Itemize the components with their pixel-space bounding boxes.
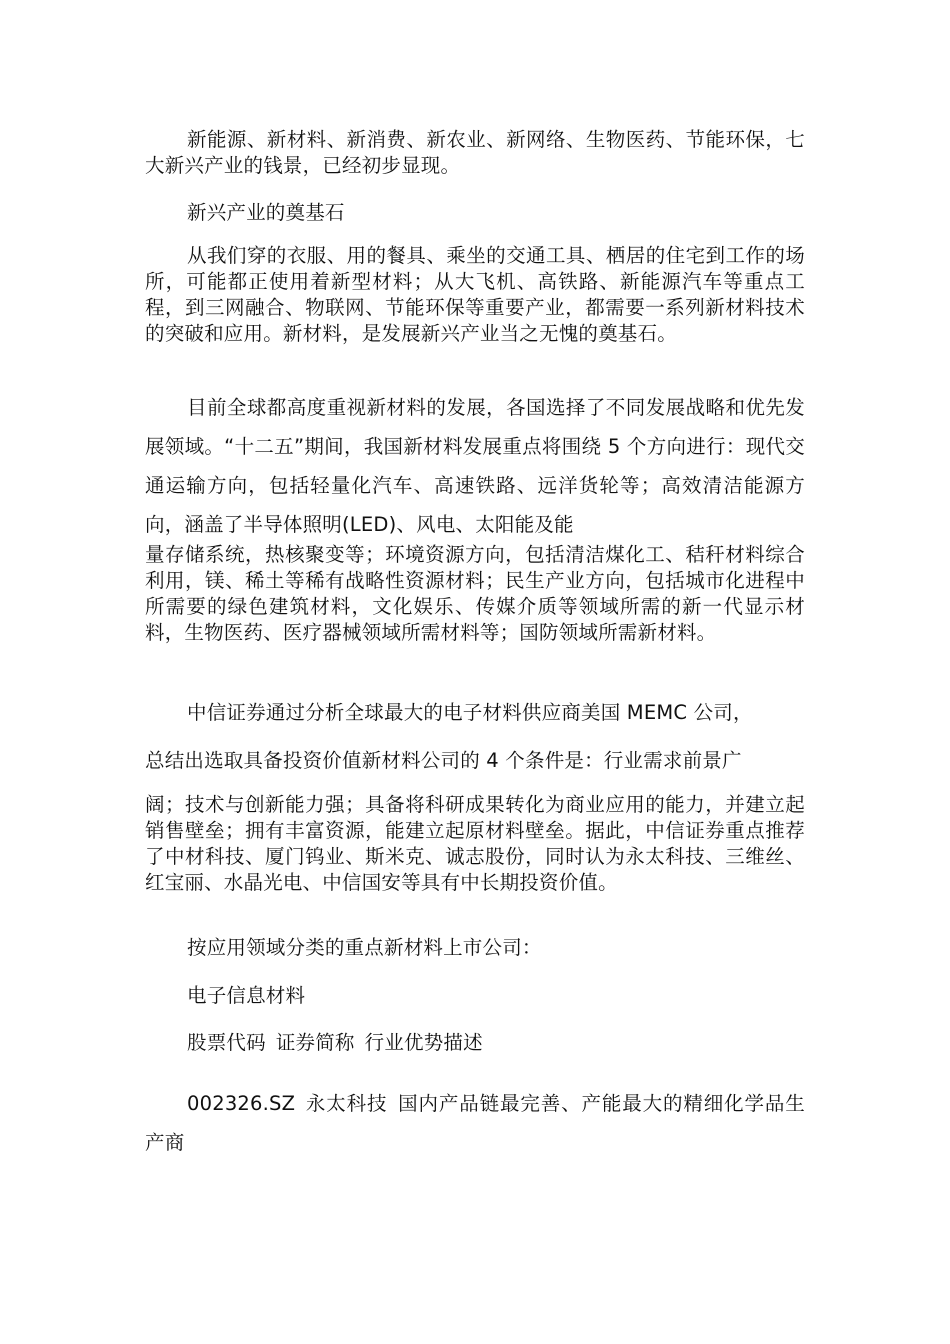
table-header-description: 行业优势描述 (364, 1031, 483, 1054)
table-header-name: 证券简称 (275, 1031, 355, 1054)
stock-code: 002326.SZ (187, 1092, 296, 1115)
paragraph-foundation: 从我们穿的衣服、用的餐具、乘坐的交通工具、栖居的住宅到工作的场所，可能都正使用着新型材料；从大飞机、高铁路、新能源汽车等重点工程，到三网融合、物联网、节能环保等重要产业，都需要一系列新材料技术的突破和应用。新材料，是发展新兴产业当之无愧的奠基石。 (145, 244, 805, 345)
table-header-code: 股票代码 (187, 1031, 266, 1054)
table-row (145, 1084, 805, 1162)
table-header-row (145, 1030, 805, 1056)
paragraph-four-conditions: 总结出选取具备投资价值新材料公司的 4 个条件是：行业需求前景广 (145, 749, 742, 772)
paragraph-global-focus: 目前全球都高度重视新材料的发展，各国选择了不同发展战略和优先发展领域。“十二五”期间，我国新材料发展重点将围绕 5 个方向进行：现代交通运输方向，包括轻量化汽车、高速铁路、远洋货轮等；高效清洁能源方向，涵盖了半导体照明(LED)、风电、太阳能及能 (145, 396, 805, 536)
paragraph-focus-continued: 量存储系统，热核聚变等；环境资源方向，包括清洁煤化工、秸秆材料综合利用，镁、稀土等稀有战略性资源材料；民生产业方向，包括城市化进程中所需要的绿色建筑材料，文化娱乐、传媒介质等领域所需的新一代显示材料，生物医药、医疗器械领域所需材料等；国防领域所需新材料。 (145, 543, 805, 644)
stock-description: 国内产品链最完善、产能最大的精细化学品生产商 (145, 1092, 805, 1154)
paragraph-citic-analysis: 中信证券通过分析全球最大的电子材料供应商美国 MEMC 公司， (187, 701, 753, 724)
stock-name: 永太科技 (305, 1092, 388, 1115)
list-intro: 按应用领域分类的重点新材料上市公司： (187, 936, 542, 959)
paragraph-intro: 新能源、新材料、新消费、新农业、新网络、生物医药、节能环保，七大新兴产业的钱景，已经初步显现。 (145, 128, 805, 177)
section-heading: 新兴产业的奠基石 (187, 201, 345, 224)
category-heading: 电子信息材料 (187, 984, 306, 1007)
paragraph-recommendations: 阔；技术与创新能力强；具备将科研成果转化为商业应用的能力，并建立起销售壁垒；拥有丰富资源，能建立起原材料壁垒。据此，中信证券重点推荐了中材科技、厦门钨业、斯米克、诚志股份，同时认为永太科技、三维丝、红宝丽、水晶光电、中信国安等具有中长期投资价值。 (145, 793, 805, 894)
